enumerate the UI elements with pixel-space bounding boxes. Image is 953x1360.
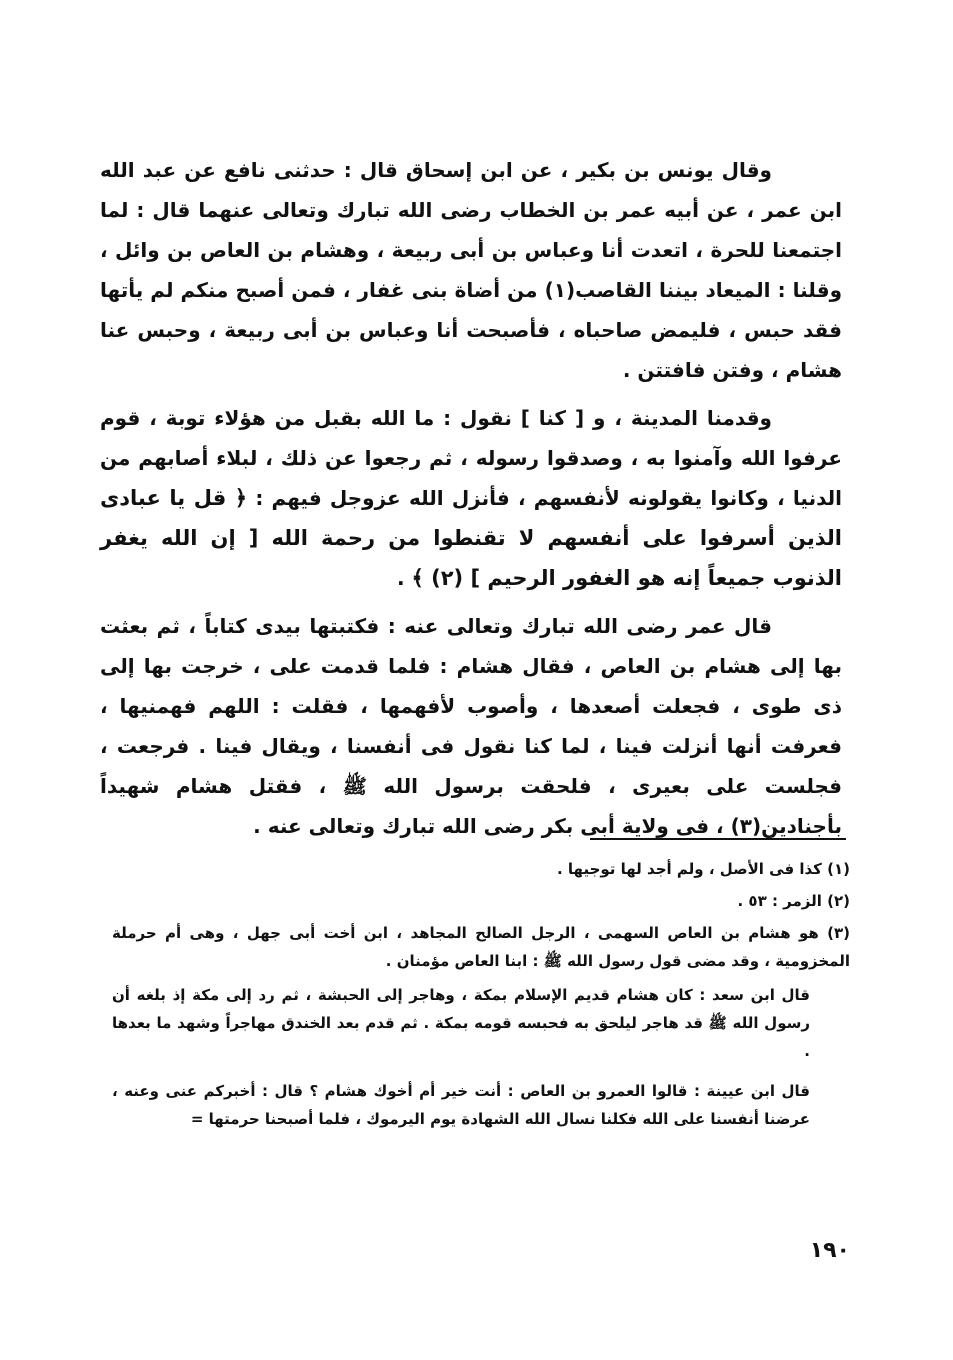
paragraph-2 [100,398,842,598]
footnote-3: (٣) هو هشام بن العاص السهمى ، الرجل الصالح المجاهد ، ابن أخت أبى جهل ، وهى أم حرملة المخزومية ، وقد مضى قول رسول الله ﷺ : ابنا العاص مؤمنان . [112,924,850,970]
paragraph-2-text: وقدمنا المدينة ، و [ كنا ] نقول : ما الله بقبل من هؤلاء توبة ، قوم عرفوا الله وآمنوا به ، وصدقوا رسوله ، ثم رجعوا عن ذلك ، لبلاء أصابهم من الدنيا ، وكانوا يقولونه لأنفسهم ، فأنزل الله عزوجل فيهم : [100,406,842,510]
footnote-2: (٢) الزمر : ٥٣ . [737,892,850,910]
footnote-divider [590,838,846,840]
page-number: ١٩٠ [809,1238,850,1263]
paragraph-2-end: . [396,566,412,590]
footnote-1: (١) كذا فى الأصل ، ولم أجد لها توجيها . [557,860,850,878]
footnote-3-ibn-saad: قال ابن سعد : كان هشام قديم الإسلام بمكة ، وهاجر إلى الحبشة ، ثم رد إلى مكة إذ بلغه أن رسول الله ﷺ قد هاجر ليلحق به فحبسه قومه بمكة . ثم قدم بعد الخندق مهاجراً وشهد ما بعدها . [112,986,810,1060]
paragraph-1: وقال يونس بن بكير ، عن ابن إسحاق قال : حدثنى نافع عن عبد الله ابن عمر ، عن أبيه عمر بن الخطاب رضى الله تبارك وتعالى عنهما قال : لما اجتمعنا للحرة ، اتعدت أنا وعباس بن أبى ربيعة ، وهشام بن العاص بن وائل ، وقلنا : الميعاد بيننا القاصب(١) من أضاة بنى غفار ، فمن أصبح منكم لم يأتها فقد حبس ، فليمض صاحباه ، فأصبحت أنا وعباس بن أبى ربيعة ، وحبس عنا هشام ، وفتن فافتتن . [100,158,843,382]
quran-verse: ﴿ قل يا عبادى الذين أسرفوا على أنفسهم لا تقنطوا من رحمة الله [ إن الله يغفر الذنوب جميعاً إنه هو الغفور الرحيم ] (٢) ﴾ [100,486,842,590]
paragraph-3: قال عمر رضى الله تبارك وتعالى عنه : فكتبتها بيدى كتاباً ، ثم بعثت بها إلى هشام بن العاص ، فقال هشام : فلما قدمت على ، خرجت بها إلى ذى طوى ، فجعلت أصعدها ، وأصوب لأفهمها ، فقلت : اللهم فهمنيها ، فعرفت أنها أنزلت فينا ، لما كنا نقول فى أنفسنا ، ويقال فينا . فرجعت ، فجلست على بعيرى ، فلحقت برسول الله ﷺ ، فقتل هشام شهيداً بأجنادين(٣) ، فى ولاية أبى بكر رضى الله تبارك وتعالى عنه . [100,614,842,838]
main-text [100,150,842,846]
footnote-3-ibn-uyayna: قال ابن عيينة : قالوا العمرو بن العاص : أنت خير أم أخوك هشام ؟ قال : أخبركم عنى وعنه ، عرضنا أنفسنا على الله فكلنا نسال الله الشهادة يوم اليرموك ، فلما أصبحنا حرمتها = [112,1082,810,1128]
footnotes [112,855,850,1133]
